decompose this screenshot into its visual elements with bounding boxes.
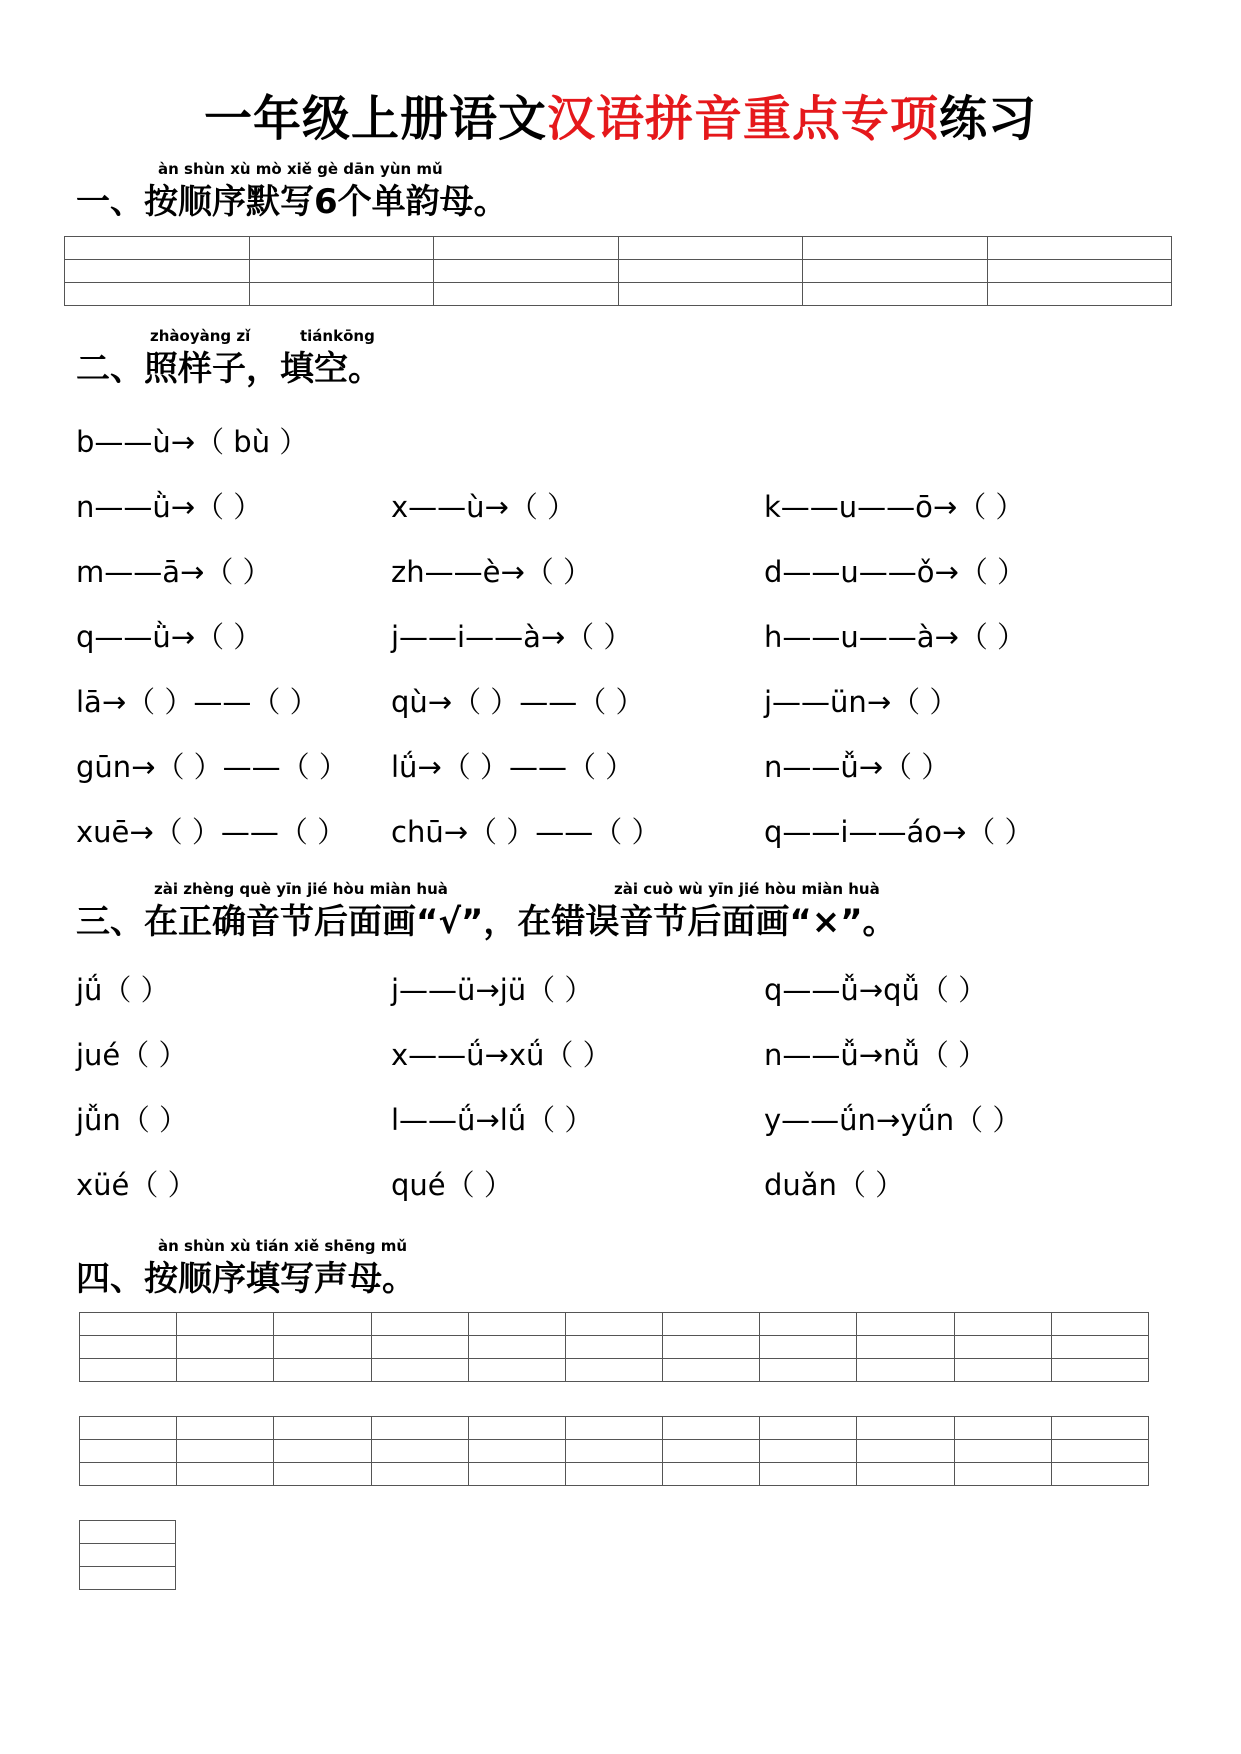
section-4 (76, 1237, 416, 1300)
fill-item[interactable]: k——u——ō→（ ） (764, 490, 1025, 524)
initials-grid-row-2[interactable] (79, 1416, 1149, 1486)
fill-item[interactable]: gūn→（ ）——（ ） (76, 750, 348, 784)
section-4-heading: 四、按顺序填写声母。 (76, 1259, 416, 1299)
judge-item[interactable]: qué（ ） (391, 1168, 513, 1202)
section-3-pinyin-2: zài cuò wù yīn jié hòu miàn huà (614, 880, 880, 898)
fill-item[interactable]: lǘ→（ ）——（ ） (391, 750, 635, 784)
fill-item[interactable]: j——ün→（ ） (764, 685, 959, 719)
judge-item[interactable]: jǘ（ ） (76, 973, 170, 1007)
section-3-heading: 三、在正确音节后面画“√”，在错误音节后面画“×”。 (76, 902, 897, 942)
fill-item[interactable]: zh——è→（ ） (391, 555, 592, 589)
judge-item[interactable]: jué（ ） (76, 1038, 188, 1072)
fill-item[interactable]: n——ǜ→（ ） (76, 490, 263, 524)
judge-item[interactable]: jǚn（ ） (76, 1103, 189, 1137)
section-3-row (76, 1163, 1176, 1203)
initials-grid-row-3[interactable] (79, 1520, 176, 1590)
vowel-writing-grid[interactable] (64, 236, 1172, 306)
section-1 (76, 160, 508, 223)
section-2-row (76, 615, 1176, 655)
judge-item[interactable]: q——ǚ→qǚ（ ） (764, 973, 988, 1007)
section-2-example (76, 420, 308, 461)
judge-item[interactable]: y——ǘn→yǘn（ ） (764, 1103, 1022, 1137)
section-2-pinyin-2: tiánkōng (300, 327, 375, 345)
fill-item[interactable]: j——i——à→（ ） (391, 620, 633, 654)
section-2-row (76, 485, 1176, 525)
section-3 (76, 880, 897, 943)
section-2-row (76, 680, 1176, 720)
section-2-row (76, 810, 1176, 850)
fill-item[interactable]: h——u——à→（ ） (764, 620, 1027, 654)
section-4-pinyin: àn shùn xù tián xiě shēng mǔ (158, 1237, 408, 1255)
judge-item[interactable]: duǎn（ ） (764, 1168, 905, 1202)
judge-item[interactable]: j——ü→jü（ ） (391, 973, 594, 1007)
section-1-heading: 一、按顺序默写6个单韵母。 (76, 182, 508, 222)
example-item: b——ù→（ bù ） (76, 425, 309, 459)
section-3-pinyin-1: zài zhèng què yīn jié hòu miàn huà (154, 880, 448, 898)
section-2-row (76, 550, 1176, 590)
title-tail: 练习 (939, 91, 1038, 147)
fill-item[interactable]: lā→（ ）——（ ） (76, 685, 319, 719)
fill-item[interactable]: d——u——ǒ→（ ） (764, 555, 1027, 589)
fill-item[interactable]: qù→（ ）——（ ） (391, 685, 645, 719)
section-3-row (76, 968, 1176, 1008)
title-red-part: 汉语拼音重点专项 (546, 91, 939, 147)
judge-item[interactable]: x——ǘ→xǘ（ ） (391, 1038, 612, 1072)
section-2-heading: 二、照样子，填空。 (76, 349, 382, 389)
fill-item[interactable]: n——ǚ→（ ） (764, 750, 951, 784)
fill-item[interactable]: q——ǜ→（ ） (76, 620, 263, 654)
fill-item[interactable]: x——ù→（ ） (391, 490, 577, 524)
judge-item[interactable]: xüé（ ） (76, 1168, 197, 1202)
judge-item[interactable]: n——ǚ→nǚ（ ） (764, 1038, 988, 1072)
section-2 (76, 327, 382, 390)
fill-item[interactable]: q——i——áo→（ ） (764, 815, 1034, 849)
title-black-part: 一年级上册语文 (203, 91, 547, 147)
initials-grid-row-1[interactable] (79, 1312, 1149, 1382)
fill-item[interactable]: chū→（ ）——（ ） (391, 815, 661, 849)
section-3-row (76, 1098, 1176, 1138)
judge-item[interactable]: l——ǘ→lǘ（ ） (391, 1103, 594, 1137)
page-title (0, 80, 1241, 149)
section-3-row (76, 1033, 1176, 1073)
section-2-pinyin-1: zhàoyàng zǐ (150, 327, 251, 345)
fill-item[interactable]: xuē→（ ）——（ ） (76, 815, 347, 849)
fill-item[interactable]: m——ā→（ ） (76, 555, 272, 589)
section-1-pinyin: àn shùn xù mò xiě gè dān yùn mǔ (158, 160, 443, 178)
section-2-row (76, 745, 1176, 785)
